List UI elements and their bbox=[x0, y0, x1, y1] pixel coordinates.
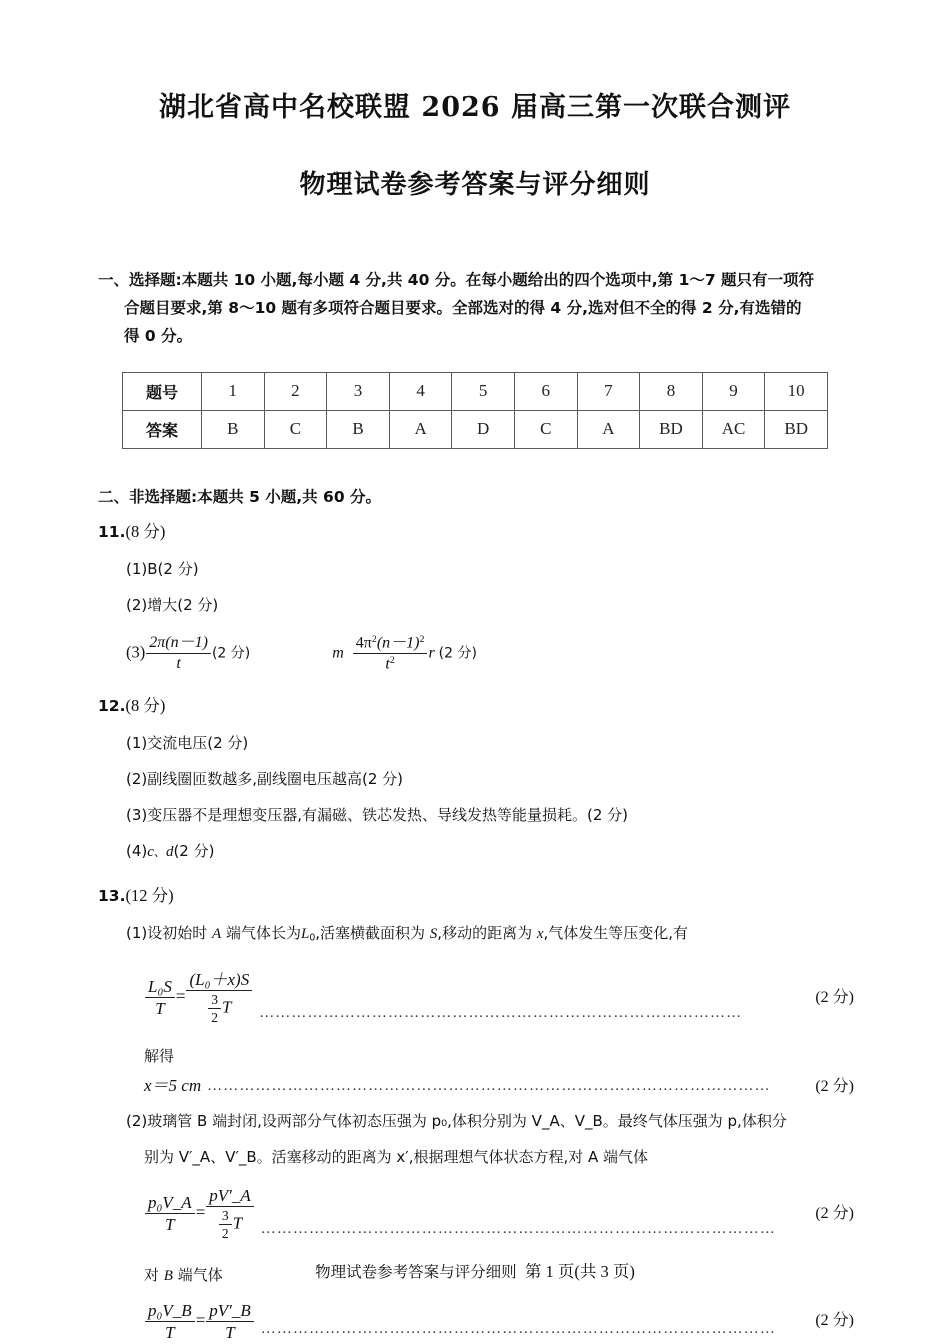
eq3-lhs-den: T bbox=[165, 1215, 175, 1235]
footer-page-label: 第 1 页(共 3 页) bbox=[524, 1262, 635, 1281]
table-header-answer: 答案 bbox=[123, 410, 202, 448]
eq4-score-mark: (2 分) bbox=[815, 1312, 854, 1330]
eq3-rhs-den bbox=[206, 1207, 254, 1241]
question-12-part-2: (2)副线圈匝数越多,副线圈电压越高(2 分) bbox=[126, 770, 404, 789]
table-cell-question-3: 3 bbox=[327, 372, 390, 410]
eq1-leader-dots: ……………………………………………………………………………… bbox=[259, 1004, 743, 1021]
eq1-lhs-num: L₀S bbox=[145, 977, 175, 998]
q13-p1-c: ,活塞横截面积为 bbox=[315, 924, 430, 943]
eq4-lhs-num: p₀V_B bbox=[145, 1301, 195, 1322]
q13-p1-a: (1)设初始时 bbox=[126, 924, 213, 943]
q13-b-label-a: 对 bbox=[144, 1265, 164, 1284]
section-one-instructions bbox=[98, 266, 854, 350]
table-cell-question-5: 5 bbox=[452, 372, 515, 410]
table-row-question-numbers bbox=[123, 372, 828, 410]
formula2-n-exp: 2 bbox=[419, 633, 425, 645]
eq3-rhs-den-T: T bbox=[232, 1213, 243, 1233]
eq1-score-mark: (2 分) bbox=[815, 988, 854, 1006]
question-11-formula-2-tail: r bbox=[428, 644, 435, 662]
eq1-rhs-num: (L₀＋x)S bbox=[186, 970, 252, 991]
question-13-equation-4-row bbox=[98, 1301, 854, 1342]
question-13-header bbox=[98, 881, 854, 912]
question-11-part-1: (1)B(2 分) bbox=[126, 559, 199, 578]
eq1-rhs-den-frac-den: 2 bbox=[211, 1010, 218, 1026]
eq1-lhs bbox=[145, 977, 175, 1018]
question-12-score: (8 分) bbox=[125, 696, 166, 716]
table-cell-question-6: 6 bbox=[514, 372, 577, 410]
question-11-formula-2 bbox=[353, 634, 428, 674]
question-12-part-4-tail: (2 分) bbox=[173, 842, 215, 861]
section-one-line-3: 得 0 分。 bbox=[124, 326, 193, 345]
question-12-number: 12. bbox=[98, 697, 126, 716]
table-cell-question-7: 7 bbox=[577, 372, 640, 410]
question-12-part-4-d: d bbox=[165, 844, 174, 861]
table-cell-answer-6: C bbox=[514, 410, 577, 448]
eq2-leader-dots: …………………………………………………………………………………………… bbox=[207, 1077, 771, 1094]
q13-var-L0-sub: 0 bbox=[309, 932, 316, 944]
eq1-rhs-den bbox=[186, 991, 252, 1025]
eq1-rhs bbox=[186, 970, 252, 1025]
page-subtitle: 物理试卷参考答案与评分细则 bbox=[299, 170, 651, 201]
table-cell-question-10: 10 bbox=[765, 372, 828, 410]
section-one-line-2: 合题目要求,第 8～10 题有多项符合题目要求。全部选对的得 4 分,选对但不全的得 2 分,有选错的 bbox=[124, 298, 802, 317]
eq3-lhs bbox=[145, 1193, 195, 1234]
eq1-rhs-den-frac-num: 3 bbox=[208, 992, 221, 1009]
question-12-part-4-c: c bbox=[147, 844, 154, 861]
eq1-equals: = bbox=[175, 986, 186, 1006]
question-13-equation-3-row bbox=[98, 1186, 854, 1241]
table-cell-answer-10: BD bbox=[765, 410, 828, 448]
question-13-solve-label: 解得 bbox=[144, 1047, 175, 1066]
question-11-formula-2-lead: m bbox=[332, 644, 344, 662]
question-11-formula-2-numerator bbox=[353, 634, 428, 654]
question-13-equation-2-row bbox=[98, 1077, 854, 1096]
question-13-part-1-text bbox=[98, 918, 854, 954]
eq4-rhs-den: T bbox=[225, 1322, 235, 1342]
question-12-part-4 bbox=[98, 836, 854, 867]
question-11-part-2: (2)增大(2 分) bbox=[126, 595, 219, 614]
answer-table bbox=[122, 372, 828, 449]
q13-var-A: A bbox=[212, 926, 222, 943]
table-cell-answer-2: C bbox=[264, 410, 327, 448]
formula2-t: t bbox=[385, 655, 390, 673]
question-13-equation-4 bbox=[144, 1301, 255, 1342]
table-cell-question-9: 9 bbox=[702, 372, 765, 410]
q13-b-label-var: B bbox=[163, 1267, 173, 1284]
formula2-pi-exp: 2 bbox=[371, 633, 377, 645]
question-12-part-3: (3)变压器不是理想变压器,有漏磁、铁芯发热、导线发热等能量损耗。(2 分) bbox=[126, 806, 629, 825]
table-cell-answer-4: A bbox=[389, 410, 452, 448]
question-13-equation-3 bbox=[144, 1186, 255, 1241]
question-13-part-2-line-2: 别为 V′_A、V′_B。活塞移动的距离为 x′,根据理想气体状态方程,对 A 端气体 bbox=[144, 1148, 649, 1167]
question-11-formula-1-numerator: 2π(n－1) bbox=[146, 634, 211, 654]
eq4-leader-dots: …………………………………………………………………………………… bbox=[260, 1321, 776, 1338]
table-row-answers bbox=[123, 410, 828, 448]
table-cell-answer-8: BD bbox=[640, 410, 703, 448]
q13-p1-e: ,气体发生等压变化,有 bbox=[543, 924, 689, 943]
eq1-lhs-den: T bbox=[155, 999, 165, 1019]
question-12-part-1: (1)交流电压(2 分) bbox=[126, 734, 249, 753]
eq4-rhs-num: pV′_B bbox=[206, 1301, 254, 1322]
question-11-number: 11. bbox=[98, 522, 126, 541]
q13-var-S: S bbox=[429, 926, 438, 943]
eq3-score-mark: (2 分) bbox=[815, 1204, 854, 1222]
q13-var-L0: L bbox=[300, 926, 310, 943]
q13-var-x: x bbox=[536, 926, 544, 943]
table-cell-question-2: 2 bbox=[264, 372, 327, 410]
eq3-rhs-den-frac bbox=[219, 1208, 232, 1241]
formula2-4pi: 4π bbox=[355, 634, 372, 652]
eq4-equals: = bbox=[195, 1309, 206, 1329]
q13-p1-d: ,移动的距离为 bbox=[437, 924, 537, 943]
question-11-formula-2-denominator bbox=[353, 654, 428, 673]
question-13-equation-1 bbox=[144, 970, 253, 1025]
question-13-equation-2: x＝5 cm bbox=[144, 1076, 202, 1096]
q13-p1-b: 端气体长为 bbox=[221, 924, 301, 943]
question-11-score: (8 分) bbox=[125, 521, 166, 541]
eq3-leader-dots: …………………………………………………………………………………… bbox=[260, 1221, 776, 1238]
table-cell-answer-3: B bbox=[327, 410, 390, 448]
table-cell-question-1: 1 bbox=[202, 372, 265, 410]
eq1-rhs-den-frac bbox=[208, 992, 221, 1025]
table-cell-answer-7: A bbox=[577, 410, 640, 448]
q13-b-label-b: 端气体 bbox=[172, 1265, 223, 1284]
table-cell-answer-1: B bbox=[202, 410, 265, 448]
question-13-part-2-line-1: (2)玻璃管 B 端封闭,设两部分气体初态压强为 p₀,体积分别为 V_A、V_B。最终气体压强为 p,体积分 bbox=[126, 1112, 787, 1131]
table-cell-answer-5: D bbox=[452, 410, 515, 448]
question-11-formula-2-mark: (2 分) bbox=[438, 645, 477, 662]
question-13-equation-1-row bbox=[98, 970, 854, 1025]
formula2-t-exp: 2 bbox=[389, 654, 395, 666]
question-13-score: (12 分) bbox=[125, 886, 174, 906]
formula2-n-minus-1: (n－1) bbox=[376, 634, 420, 652]
table-cell-question-4: 4 bbox=[389, 372, 452, 410]
eq3-equals: = bbox=[195, 1202, 206, 1222]
answer-table-wrapper bbox=[98, 372, 854, 449]
question-11-part-3 bbox=[98, 634, 854, 674]
question-12-part-4-label: (4) bbox=[126, 842, 148, 861]
question-11-formula-1-mark: (2 分) bbox=[211, 645, 251, 662]
footer-title: 物理试卷参考答案与评分细则 bbox=[315, 1263, 517, 1281]
question-11-header bbox=[98, 517, 854, 548]
question-12-part-4-sep: 、 bbox=[153, 845, 166, 860]
section-two-heading: 二、非选择题:本题共 5 小题,共 60 分。 bbox=[98, 487, 382, 506]
table-cell-question-8: 8 bbox=[640, 372, 703, 410]
question-11-formula-1 bbox=[146, 634, 211, 673]
eq3-rhs-den-frac-num: 3 bbox=[219, 1208, 232, 1225]
table-header-question: 题号 bbox=[123, 372, 202, 410]
eq2-score-mark: (2 分) bbox=[815, 1077, 854, 1095]
eq4-rhs bbox=[206, 1301, 254, 1342]
eq3-rhs-den-frac-den: 2 bbox=[221, 1226, 229, 1242]
question-11-formula-1-denominator: t bbox=[176, 654, 181, 672]
section-one-line-1: 一、选择题:本题共 10 小题,每小题 4 分,共 40 分。在每小题给出的四个选项中,第 1～7 题只有一项符 bbox=[98, 270, 815, 289]
page-title: 湖北省高中名校联盟 2026 届高三第一次联合测评 bbox=[159, 92, 791, 123]
eq4-lhs bbox=[145, 1301, 195, 1342]
eq3-rhs-num: pV′_A bbox=[206, 1186, 254, 1207]
eq3-lhs-num: p₀V_A bbox=[145, 1193, 195, 1214]
question-12-header bbox=[98, 691, 854, 722]
document-body bbox=[0, 266, 950, 1342]
eq4-lhs-den: T bbox=[165, 1322, 175, 1342]
question-11-part-3-label: (3) bbox=[126, 642, 146, 662]
table-cell-answer-9: AC bbox=[702, 410, 765, 448]
eq1-rhs-den-T: T bbox=[222, 997, 232, 1017]
eq3-rhs bbox=[206, 1186, 254, 1241]
question-13-number: 13. bbox=[98, 887, 126, 906]
page-footer bbox=[0, 1258, 950, 1282]
